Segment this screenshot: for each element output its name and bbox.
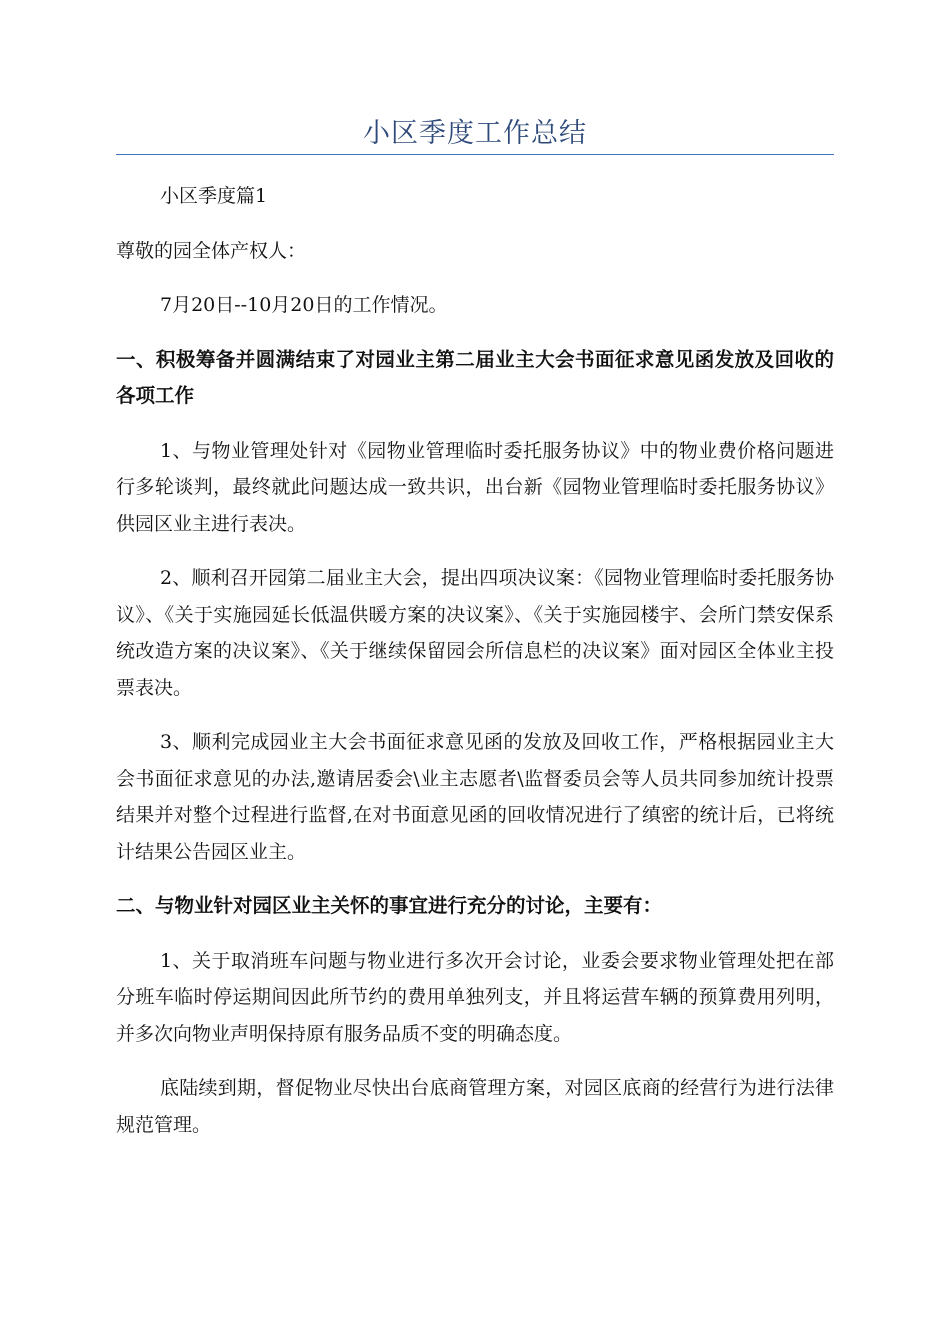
document-body [116, 178, 834, 1161]
paragraph-item-3: 3、顺利完成园业主大会书面征求意见函的发放及回收工作，严格根据园业主大会书面征求意见的办法,邀请居委会\业主志愿者\监督委员会等人员共同参加统计投票结果并对整个过程进行监督,在对书面意见函的回收情况进行了缜密的统计后，已将统计结果公告园区业主。 [116, 731, 834, 863]
document-title: 小区季度工作总结 [363, 118, 587, 149]
heading-two: 二、与物业针对园区业主关怀的事宜进行充分的讨论，主要有： [116, 894, 663, 917]
paragraph-item-5: 底陆续到期，督促物业尽快出台底商管理方案，对园区底商的经营行为进行法律规范管理。 [116, 1077, 834, 1136]
paragraph-item-4: 1、关于取消班车问题与物业进行多次开会讨论，业委会要求物业管理处把在部分班车临时停运期间因此所节约的费用单独列支，并且将运营车辆的预算费用列明，并多次向物业声明保持原有服务品质不变的明确态度。 [116, 949, 834, 1045]
period-statement: 7月20日--10月20日的工作情况。 [160, 294, 448, 316]
title-underline [116, 154, 834, 155]
paragraph-item-1: 1、与物业管理处针对《园物业管理临时委托服务协议》中的物业费价格问题进行多轮谈判，最终就此问题达成一致共识，出台新《园物业管理临时委托服务协议》供园区业主进行表决。 [116, 439, 834, 535]
paragraph-item-2: 2、顺利召开园第二届业主大会，提出四项决议案：《园物业管理临时委托服务协议》、《关于实施园延长低温供暖方案的决议案》、《关于实施园楼宇、会所门禁安保系统改造方案的决议案》、《关于继续保留园会所信息栏的决议案》面对园区全体业主投票表决。 [116, 567, 834, 699]
heading-one: 一、积极筹备并圆满结束了对园业主第二届业主大会书面征求意见函发放及回收的各项工作 [116, 347, 834, 407]
section-label: 小区季度篇1 [160, 185, 268, 207]
salutation: 尊敬的园全体产权人： [116, 239, 307, 262]
